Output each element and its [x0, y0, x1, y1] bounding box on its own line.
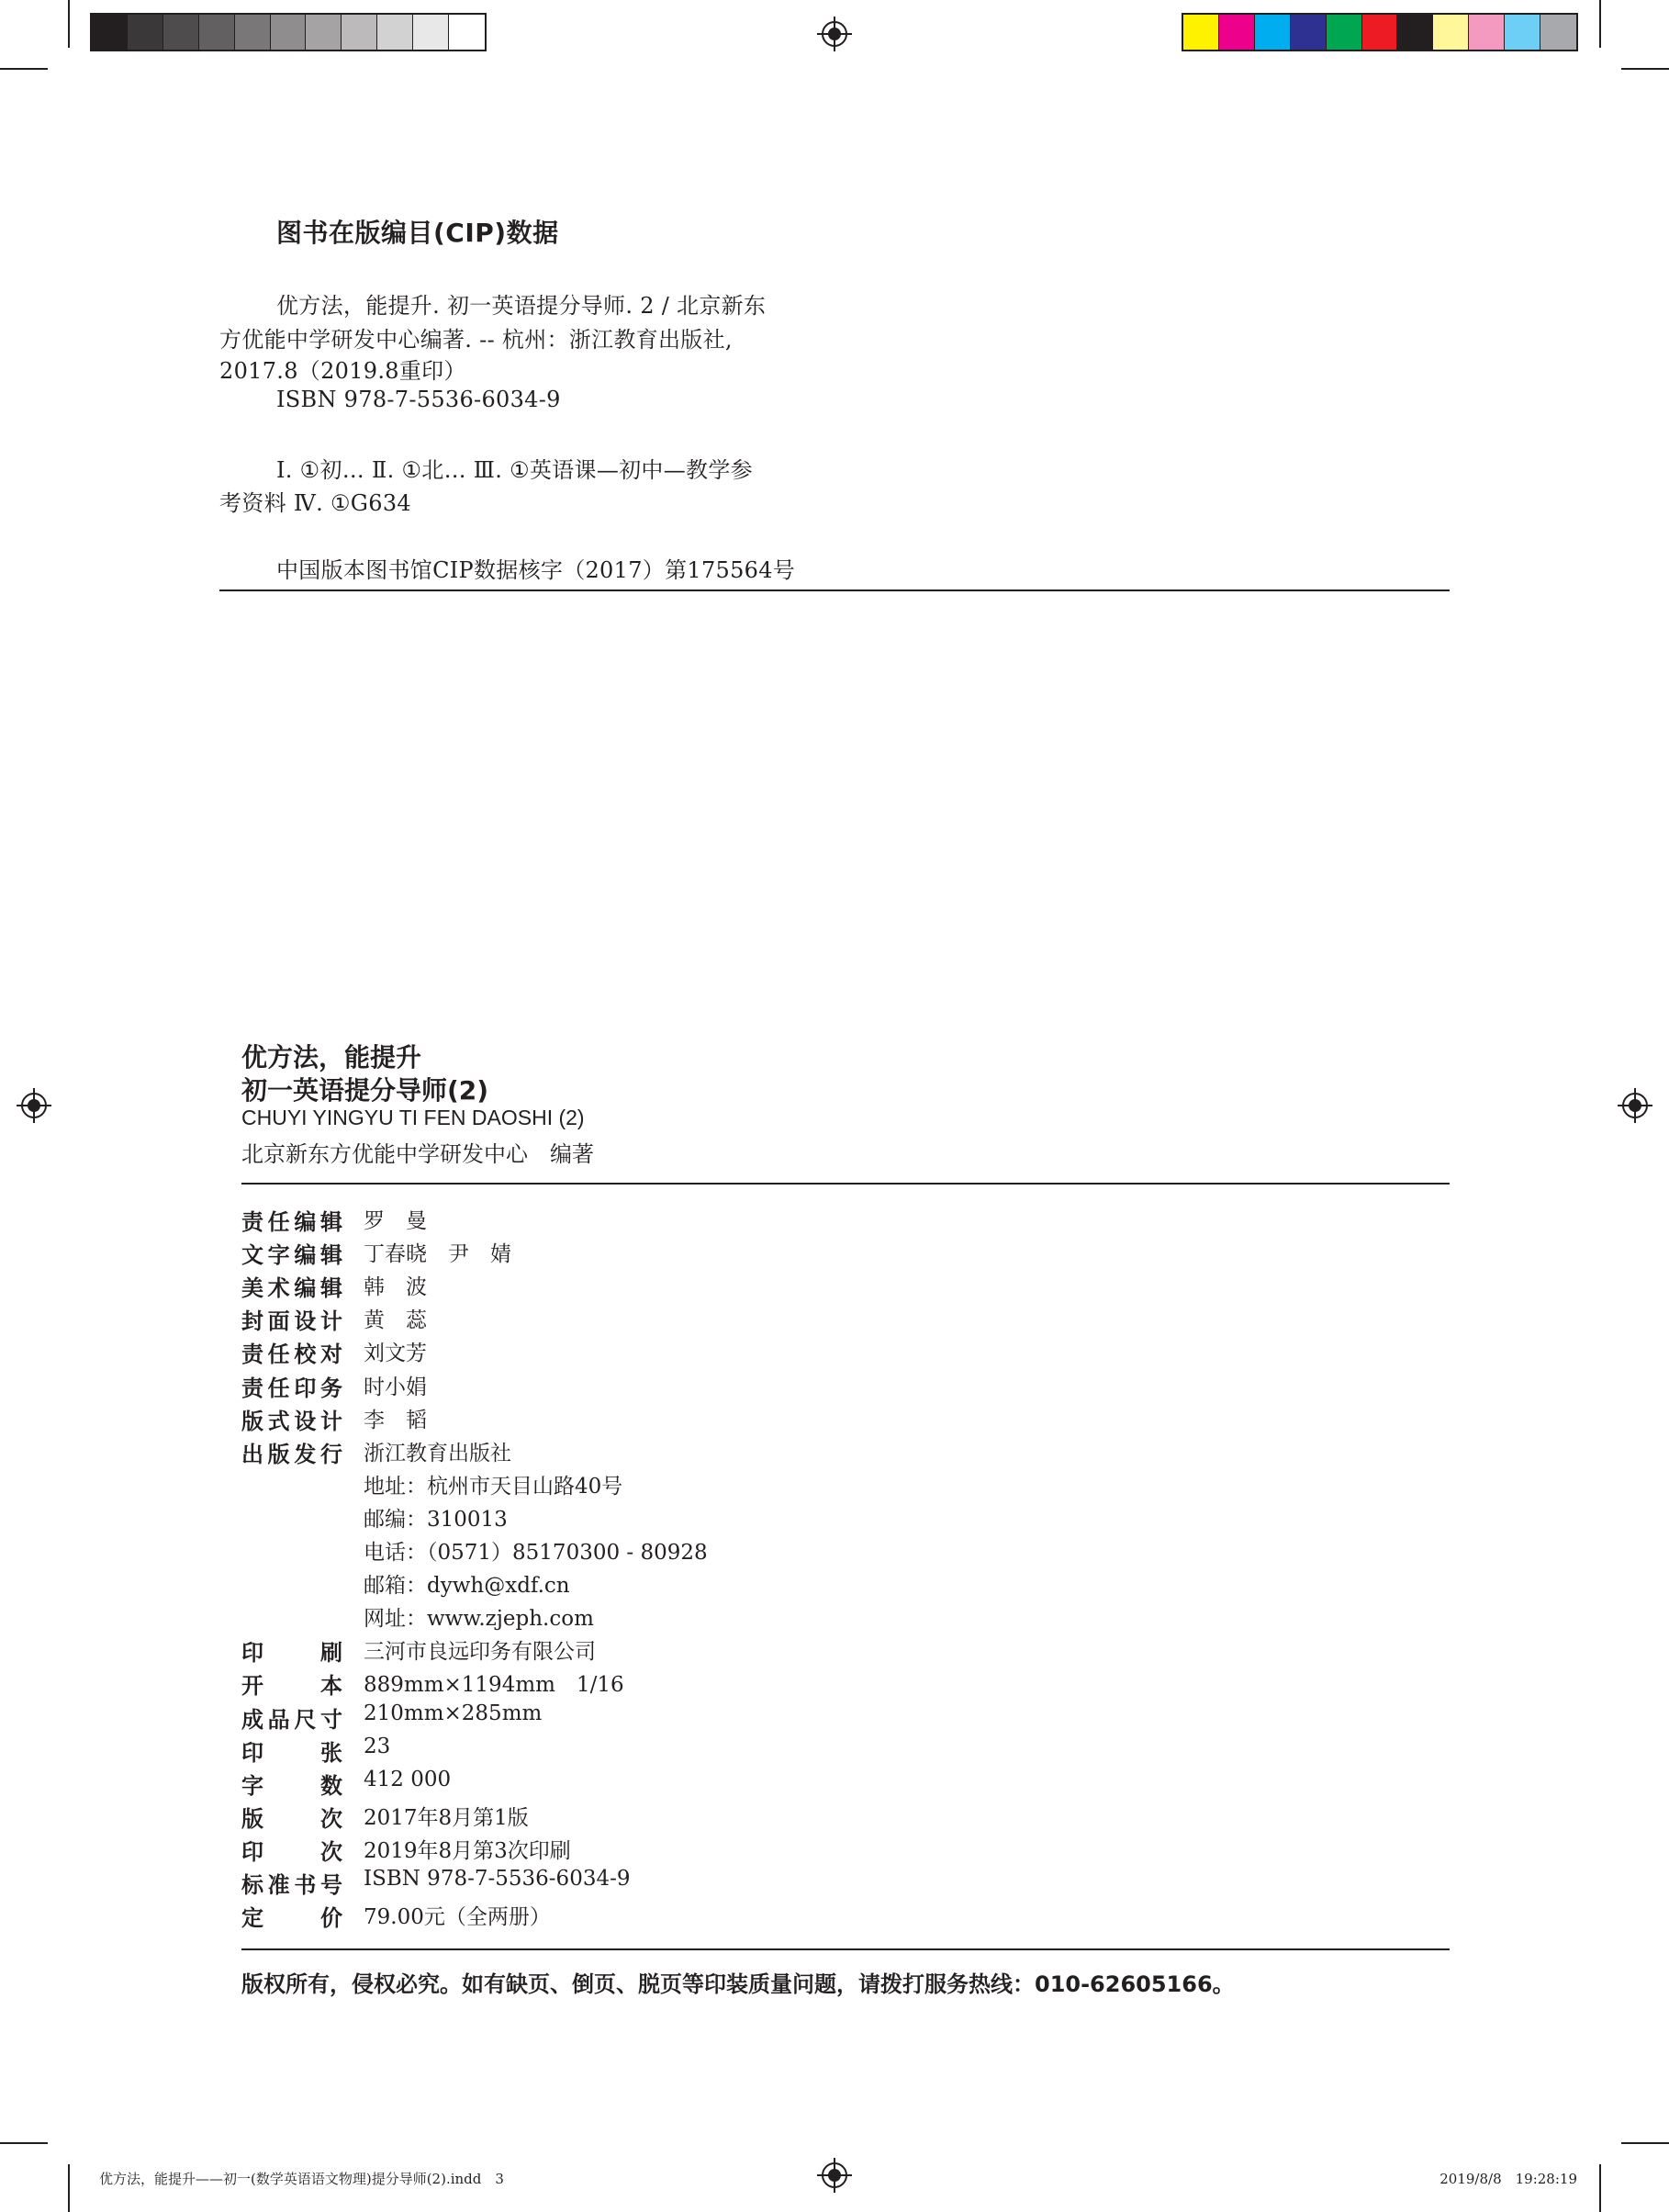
- slug-filename: 优方法，能提升——初一(数学英语语文物理)提分导师(2).indd 3: [99, 2171, 504, 2187]
- cip-line: 优方法，能提升. 初一英语提分导师. 2 / 北京新东: [276, 293, 767, 319]
- credit-label: 标准书号: [241, 1872, 342, 1898]
- credit-label: 文字编辑: [241, 1242, 342, 1268]
- registration-mark-icon: [17, 1088, 51, 1123]
- grayscale-calibration-bar: [90, 13, 487, 51]
- credit-value: 网址：www.zjeph.com: [364, 1607, 594, 1631]
- cip-line: 考资料 Ⅳ. ①G634: [219, 490, 411, 516]
- registration-mark-icon: [1618, 1088, 1652, 1123]
- credit-value: 韩 波: [364, 1275, 427, 1299]
- book-series: 优方法，能提升: [241, 1042, 422, 1072]
- credit-value: 79.00元（全两册）: [364, 1905, 551, 1929]
- credit-value: 黄 蕊: [364, 1308, 427, 1332]
- gray-swatch: [163, 15, 199, 50]
- credit-value: 李 韬: [364, 1409, 427, 1432]
- color-swatch: [1397, 15, 1433, 50]
- credit-value: 412 000: [364, 1768, 452, 1791]
- crop-mark: [68, 0, 70, 48]
- color-swatch: [1327, 15, 1362, 50]
- gray-swatch: [449, 15, 485, 50]
- registration-mark-icon: [817, 2158, 852, 2193]
- credit-label: 封面设计: [241, 1308, 342, 1334]
- color-swatch: [1183, 15, 1219, 50]
- registration-mark-icon: [817, 17, 852, 51]
- color-swatch: [1362, 15, 1398, 50]
- cip-line: Ⅰ. ①初… Ⅱ. ①北… Ⅲ. ①英语课—初中—教学参: [276, 457, 753, 483]
- color-swatch: [1433, 15, 1469, 50]
- gray-swatch: [235, 15, 271, 50]
- credit-label: 版次: [241, 1806, 342, 1832]
- credit-label: 责任印务: [241, 1375, 342, 1401]
- crop-mark: [0, 2142, 48, 2144]
- gray-swatch: [92, 15, 128, 50]
- divider: [241, 1183, 1450, 1185]
- credit-value: 刘文芳: [364, 1342, 427, 1365]
- credit-label: 开本: [241, 1673, 342, 1699]
- credit-label: 版式设计: [241, 1409, 342, 1434]
- color-swatch: [1291, 15, 1327, 50]
- credit-label: 出版发行: [241, 1442, 342, 1467]
- book-editor: 北京新东方优能中学研发中心 编著: [241, 1141, 594, 1167]
- color-swatch: [1469, 15, 1505, 50]
- credit-value: 地址：杭州市天目山路40号: [364, 1475, 623, 1499]
- credit-value: 889mm×1194mm 1/16: [364, 1673, 624, 1697]
- slug-timestamp: 2019/8/8 19:28:19: [1439, 2171, 1577, 2187]
- credit-value: 邮编：310013: [364, 1508, 508, 1532]
- credit-label: 印次: [241, 1839, 342, 1865]
- credit-value: 邮箱：dywh@xdf.cn: [364, 1574, 570, 1598]
- crop-mark: [0, 68, 48, 70]
- copyright-notice: 版权所有，侵权必究。如有缺页、倒页、脱页等印装质量问题，请拨打服务热线：010-62605166。: [241, 1971, 1235, 1997]
- color-calibration-bar: [1182, 13, 1578, 51]
- divider: [219, 589, 1450, 591]
- color-swatch: [1540, 15, 1576, 50]
- credit-value: 罗 曼: [364, 1209, 427, 1233]
- credit-label: 印张: [241, 1740, 342, 1766]
- gray-swatch: [128, 15, 163, 50]
- credit-value: 电话：（0571）85170300 - 80928: [364, 1541, 708, 1565]
- credit-label: 责任校对: [241, 1342, 342, 1367]
- credit-value: 210mm×285mm: [364, 1701, 543, 1725]
- divider: [241, 1948, 1450, 1950]
- credit-label: 责任编辑: [241, 1209, 342, 1235]
- credit-label: 印刷: [241, 1640, 342, 1666]
- credit-value: 时小娟: [364, 1375, 427, 1399]
- color-swatch: [1505, 15, 1540, 50]
- cip-line: 2017.8（2019.8重印）: [219, 358, 466, 384]
- book-pinyin-title: CHUYI YINGYU TI FEN DAOSHI (2): [241, 1106, 585, 1129]
- gray-swatch: [413, 15, 449, 50]
- cip-line: 方优能中学研发中心编著. -- 杭州：浙江教育出版社,: [219, 327, 733, 353]
- credit-value: ISBN 978-7-5536-6034-9: [364, 1867, 631, 1891]
- credit-label: 美术编辑: [241, 1275, 342, 1301]
- crop-mark: [68, 2164, 70, 2212]
- credit-value: 浙江教育出版社: [364, 1442, 511, 1465]
- gray-swatch: [306, 15, 342, 50]
- credit-value: 丁春晓 尹 婧: [364, 1242, 511, 1266]
- credit-value: 2019年8月第3次印刷: [364, 1839, 571, 1863]
- gray-swatch: [199, 15, 235, 50]
- gray-swatch: [342, 15, 377, 50]
- color-swatch: [1255, 15, 1291, 50]
- credit-label: 成品尺寸: [241, 1707, 342, 1733]
- credit-label: 字数: [241, 1773, 342, 1799]
- cip-title: 图书在版编目(CIP)数据: [276, 218, 559, 248]
- gray-swatch: [271, 15, 307, 50]
- crop-mark: [1599, 0, 1601, 48]
- credit-value: 2017年8月第1版: [364, 1806, 529, 1830]
- crop-mark: [1621, 68, 1669, 70]
- crop-mark: [1621, 2142, 1669, 2144]
- cip-record-number: 中国版本图书馆CIP数据核字（2017）第175564号: [276, 557, 796, 583]
- credit-label: 定价: [241, 1905, 342, 1931]
- color-swatch: [1219, 15, 1255, 50]
- gray-swatch: [377, 15, 413, 50]
- crop-mark: [1599, 2164, 1601, 2212]
- cip-isbn: ISBN 978-7-5536-6034-9: [276, 387, 561, 412]
- credit-value: 三河市良远印务有限公司: [364, 1640, 596, 1664]
- book-title: 初一英语提分导师(2): [241, 1075, 489, 1106]
- credit-value: 23: [364, 1735, 391, 1758]
